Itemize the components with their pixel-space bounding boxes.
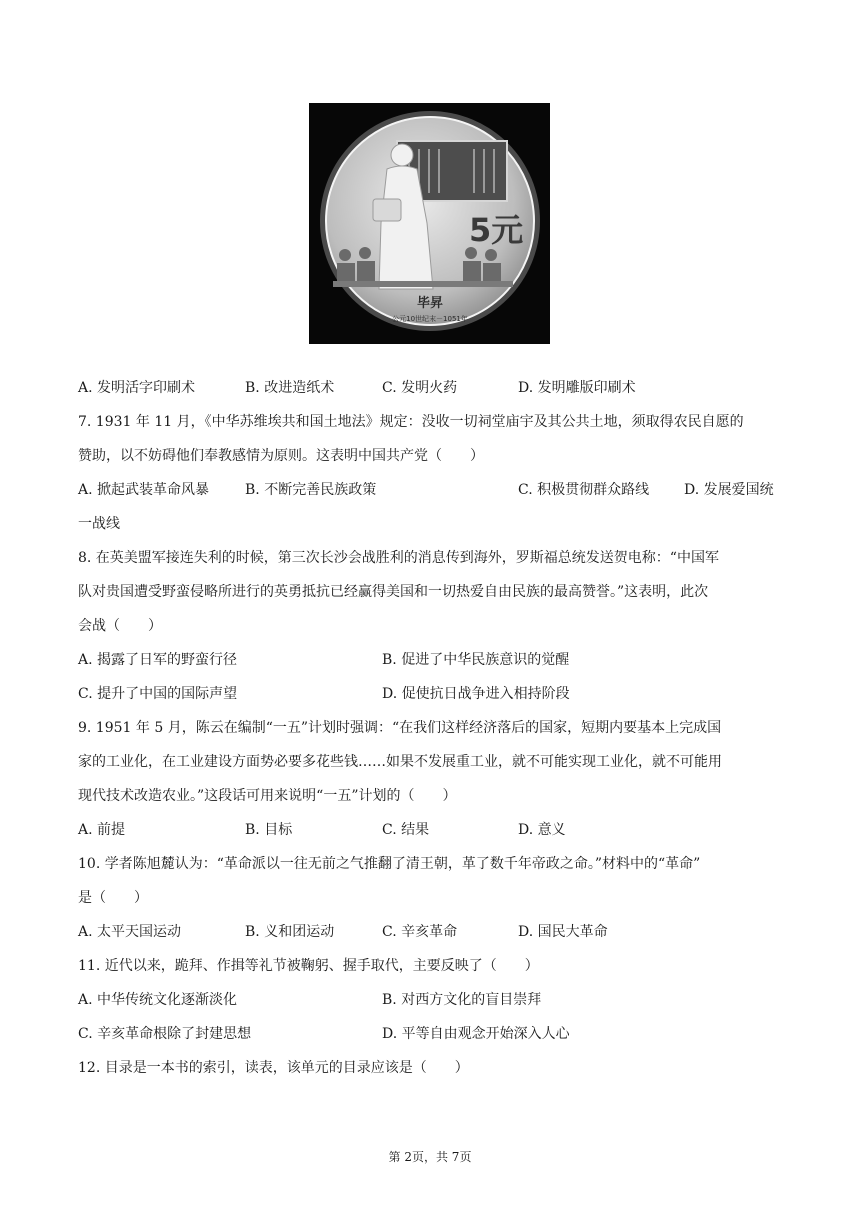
q8-option-d: D. 促使抗日战争进入相持阶段 — [382, 686, 570, 702]
q8-option-a: A. 揭露了日军的野蛮行径 — [78, 652, 238, 668]
coin-name: 毕昇 — [416, 296, 444, 311]
q9-stem-line-1: 9. 1951 年 5 月，陈云在编制“一五”计划时强调：“在我们这样经济落后的国家，短期内要基本上完成国 — [78, 720, 722, 736]
q11-option-a: A. 中华传统文化逐渐淡化 — [78, 992, 238, 1008]
q7-option-c: C. 积极贯彻群众路线 — [518, 482, 650, 498]
q11-option-c: C. 辛亥革命根除了封建思想 — [78, 1026, 252, 1042]
q8-option-c: C. 提升了中国的国际声望 — [78, 686, 238, 702]
q10-option-b: B. 义和团运动 — [245, 924, 335, 940]
q7-option-d: D. 发展爱国统 — [684, 482, 774, 498]
q6-option-c: C. 发明火药 — [382, 380, 458, 396]
coin-image — [309, 103, 550, 344]
q10-option-a: A. 太平天国运动 — [78, 924, 182, 940]
q7-option-d-wrap: 一战线 — [78, 516, 120, 532]
q10-stem-line-1: 10. 学者陈旭麓认为：“革命派以一往无前之气推翻了清王朝，革了数千年帝政之命。”材料中的“革命” — [78, 856, 701, 872]
q6-option-b: B. 改进造纸术 — [245, 380, 335, 396]
coin-denomination: 5元 — [469, 211, 524, 249]
q8-stem-line-3: 会战（ ） — [78, 618, 162, 634]
q7-option-b: B. 不断完善民族政策 — [245, 482, 377, 498]
q9-option-b: B. 目标 — [245, 822, 293, 838]
coin-illustration — [309, 103, 550, 344]
q9-stem-line-3: 现代技术改造农业。”这段话可用来说明“一五”计划的（ ） — [78, 788, 457, 804]
q10-option-c: C. 辛亥革命 — [382, 924, 458, 940]
q10-option-d: D. 国民大革命 — [518, 924, 608, 940]
q8-stem-line-2: 队对贵国遭受野蛮侵略所进行的英勇抵抗已经赢得美国和一切热爱自由民族的最高赞誉。”这表明，此次 — [78, 584, 709, 600]
q12-stem-line-1: 12. 目录是一本书的索引，读表，该单元的目录应该是（ ） — [78, 1060, 469, 1076]
q11-stem-line-1: 11. 近代以来，跪拜、作揖等礼节被鞠躬、握手取代，主要反映了（ ） — [78, 958, 539, 974]
q9-option-d: D. 意义 — [518, 822, 566, 838]
q10-stem-line-2: 是（ ） — [78, 890, 148, 906]
q6-option-a: A. 发明活字印刷术 — [78, 380, 196, 396]
q7-stem-line-1: 7. 1931 年 11 月，《中华苏维埃共和国土地法》规定：没收一切祠堂庙宇及其公共土地，须取得农民自愿的 — [78, 414, 744, 430]
q6-option-d: D. 发明雕版印刷术 — [518, 380, 636, 396]
q7-stem-line-2: 赞助，以不妨碍他们奉教感情为原则。这表明中国共产党（ ） — [78, 448, 484, 464]
q9-option-a: A. 前提 — [78, 822, 126, 838]
q9-stem-line-2: 家的工业化，在工业建设方面势必要多花些钱……如果不发展重工业，就不可能实现工业化，就不可能用 — [78, 754, 722, 770]
q8-stem-line-1: 8. 在英美盟军接连失利的时候，第三次长沙会战胜利的消息传到海外，罗斯福总统发送贺电称：“中国军 — [78, 550, 719, 566]
q7-option-a: A. 掀起武装革命风暴 — [78, 482, 210, 498]
coin-dates: 公元10世纪末－1051年 — [392, 315, 468, 323]
q8-option-b: B. 促进了中华民族意识的觉醒 — [382, 652, 570, 668]
q11-option-b: B. 对西方文化的盲目崇拜 — [382, 992, 542, 1008]
q11-option-d: D. 平等自由观念开始深入人心 — [382, 1026, 570, 1042]
page-number-footer: 第 2页，共 7页 — [388, 1150, 472, 1164]
q9-option-c: C. 结果 — [382, 822, 430, 838]
